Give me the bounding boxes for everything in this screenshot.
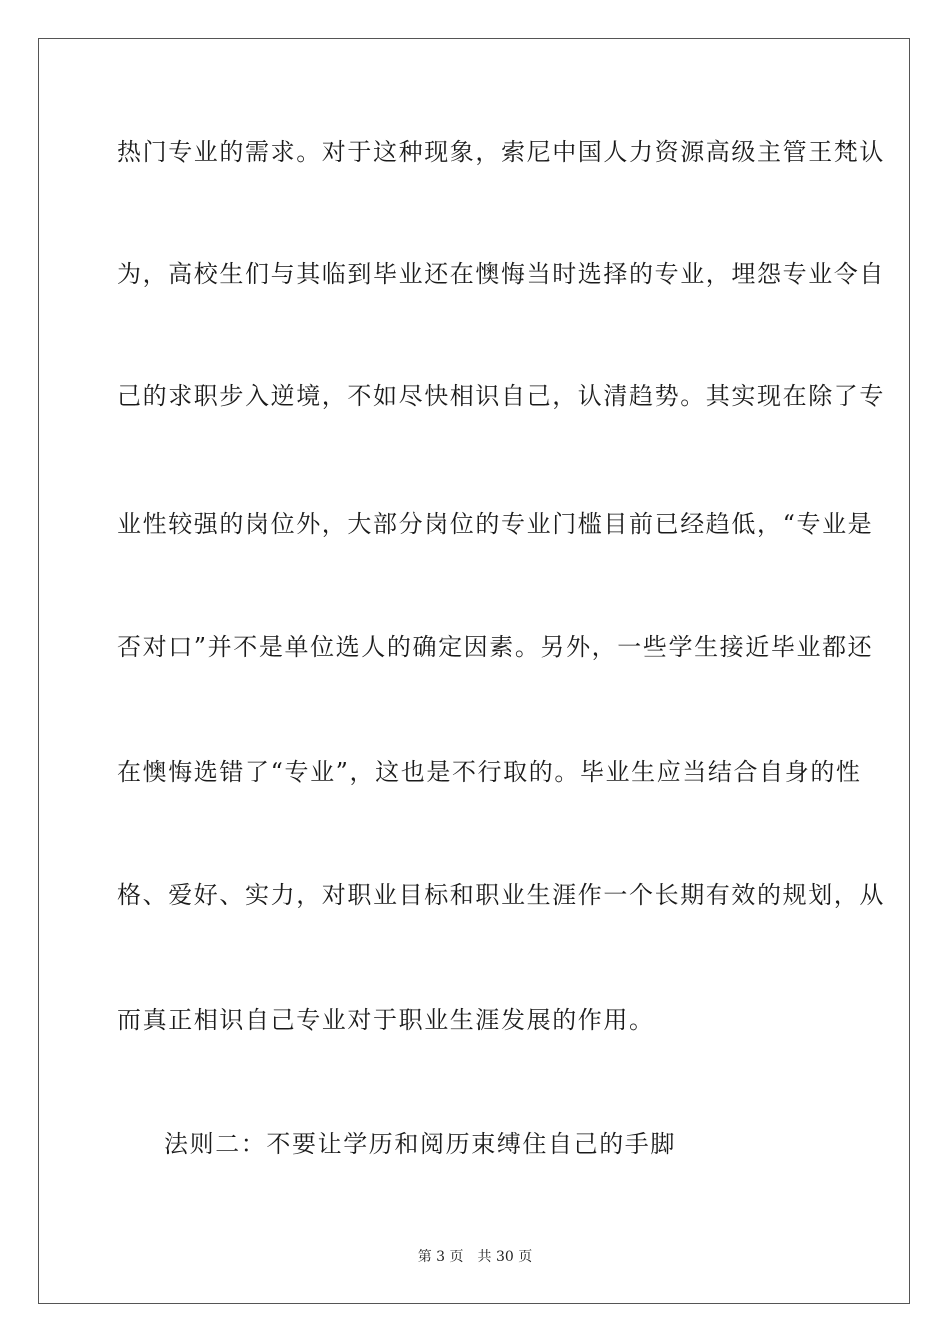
body-line-1: 热门专业的需求。对于这种现象，索尼中国人力资源高级主管王梵认 (117, 138, 885, 166)
body-line-3: 己的求职步入逆境，不如尽快相识自己，认清趋势。其实现在除了专 (117, 382, 885, 410)
page-border (38, 38, 910, 1304)
body-line-6: 在懊悔选错了“专业”，这也是不行取的。毕业生应当结合自身的性 (117, 758, 862, 786)
body-line-2: 为，高校生们与其临到毕业还在懊悔当时选择的专业，埋怨专业令自 (117, 260, 885, 288)
page-number-footer: 第 3 页 共 30 页 (417, 1249, 533, 1265)
body-line-8: 而真正相识自己专业对于职业生涯发展的作用。 (117, 1006, 655, 1034)
body-line-4: 业性较强的岗位外，大部分岗位的专业门槛目前已经趋低，“专业是 (117, 510, 874, 538)
section-heading: 法则二：不要让学历和阅历束缚住自己的手脚 (164, 1130, 676, 1158)
body-line-5: 否对口”并不是单位选人的确定因素。另外，一些学生接近毕业都还 (117, 633, 874, 661)
body-line-7: 格、爱好、实力，对职业目标和职业生涯作一个长期有效的规划，从 (117, 881, 885, 909)
